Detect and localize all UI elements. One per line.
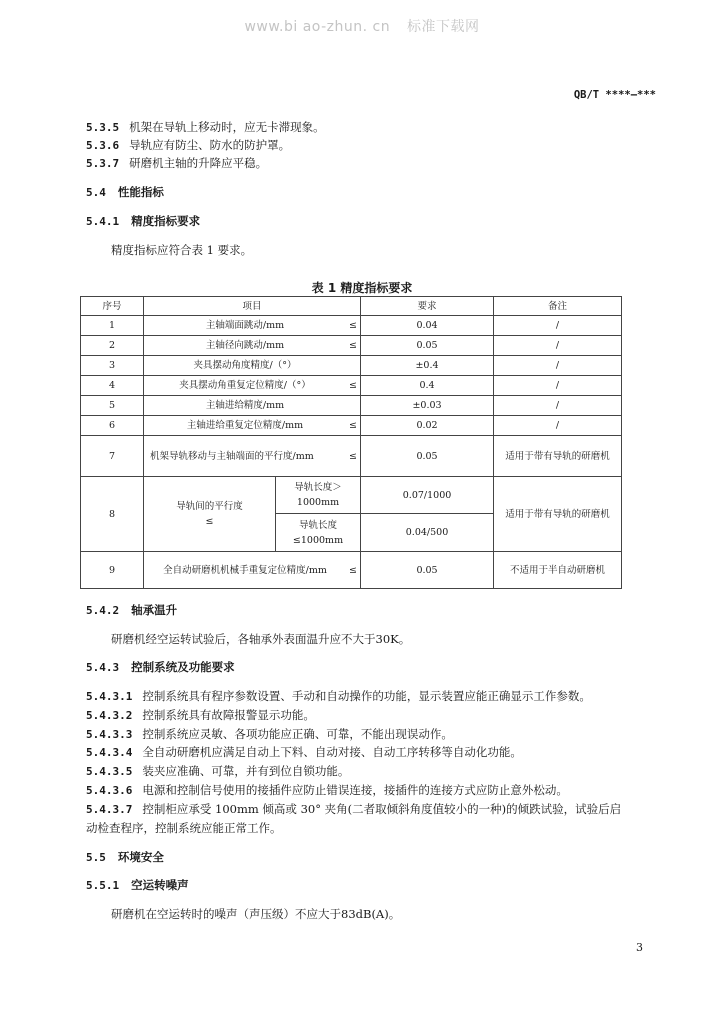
section-number: 5.4.3: [86, 661, 120, 674]
watermark-url: www.bi ao-zhun. cn: [244, 19, 391, 35]
cell-note: /: [494, 416, 622, 436]
table-row: [81, 396, 622, 416]
header-requirement: 要求: [361, 297, 494, 316]
table-row: [81, 436, 622, 477]
clause-number: 5.4.3.7: [86, 803, 133, 816]
cell-item: [144, 436, 361, 477]
precision-table: [80, 296, 622, 589]
cell-note: /: [494, 376, 622, 396]
clause-text: 全自动研磨机应满足自动上下料、自动对接、自动工序转移等自动化功能。: [142, 745, 522, 759]
leq-symbol: ≤: [349, 380, 358, 391]
page-number: 3: [636, 941, 643, 954]
item-label: 主轴径向跳动/mm: [205, 340, 285, 351]
section-title: 精度指标要求: [131, 214, 201, 228]
section-number: 5.4.1: [86, 215, 120, 228]
table-row: [81, 376, 622, 396]
cell-no: 4: [81, 376, 144, 396]
table-row: [81, 316, 622, 336]
clause-text: 装夹应准确、可靠，并有到位自锁功能。: [142, 764, 350, 778]
section-5-5-heading: [86, 850, 164, 865]
cell-item: [144, 477, 276, 552]
table-row: [81, 356, 622, 376]
section-5-5-1-heading: [86, 878, 189, 893]
clause-number: 5.4.3.3: [86, 728, 133, 741]
clause-text: 控制系统具有程序参数设置、手动和自动操作的功能，显示装置应能正确显示工作参数。: [142, 689, 591, 703]
cell-item: [144, 336, 361, 356]
table-caption: 表 1 精度指标要求: [311, 281, 413, 295]
table-row: [81, 552, 622, 589]
cell-no: 1: [81, 316, 144, 336]
header-no: 序号: [81, 297, 144, 316]
header-note: 备注: [494, 297, 622, 316]
item-label: 全自动研磨机机械手重复定位精度/mm: [163, 564, 327, 576]
cell-no: 3: [81, 356, 144, 376]
leq-symbol: ≤: [349, 340, 358, 351]
leq-symbol: ≤: [205, 516, 214, 527]
cell-requirement: 0.05: [361, 436, 494, 477]
clause-text: 控制系统应灵敏、各项功能应正确、可靠，不能出现误动作。: [142, 727, 453, 741]
watermark: [0, 16, 724, 36]
header-item: 项目: [144, 297, 361, 316]
section-5-4-1-heading: [86, 214, 200, 229]
clause-text: 导轨应有防尘、防水的防护罩。: [129, 138, 291, 152]
cell-requirement: 0.05: [361, 552, 494, 589]
cell-requirement: 0.04/500: [361, 514, 494, 552]
cell-item: [144, 396, 361, 416]
clause-5-4-3-7-continuation: 动检查程序，控制系统应能正常工作。: [86, 821, 282, 835]
section-title: 环境安全: [117, 850, 164, 864]
cell-note: /: [494, 336, 622, 356]
clause-text: 控制系统具有故障报警显示功能。: [142, 708, 315, 722]
cell-no: 6: [81, 416, 144, 436]
leq-symbol: ≤: [349, 450, 358, 462]
section-title: 空运转噪声: [131, 878, 189, 892]
clause-5-3-6: [86, 138, 290, 153]
section-number: 5.5: [86, 851, 106, 864]
clause-text: 控制柜应承受 100mm 倾高或 30° 夹角(二者取倾斜角度值较小的一种)的倾跌试验，试验后启: [142, 802, 622, 816]
clause-5-3-5: [86, 120, 325, 135]
item-label: 机架导轨移动与主轴端面的平行度/mm: [150, 450, 314, 462]
clause-text: 电源和控制信号使用的接插件应防止错误连接，接插件的连接方式应防止意外松动。: [142, 783, 568, 797]
cell-note: /: [494, 356, 622, 376]
clause-number: 5.4.3.5: [86, 765, 133, 778]
clause-number: 5.3.6: [86, 139, 120, 152]
cell-no: 8: [81, 477, 144, 552]
clause-number: 5.3.7: [86, 157, 120, 170]
section-5-4-3-heading: [86, 660, 235, 675]
paragraph-5-4-2: 研磨机经空运转试验后，各轴承外表面温升应不大于30K。: [111, 632, 411, 646]
cell-requirement: 0.04: [361, 316, 494, 336]
cell-requirement: 0.02: [361, 416, 494, 436]
doc-number: QB/T ****—***: [573, 89, 656, 101]
cell-requirement: ±0.4: [361, 356, 494, 376]
section-number: 5.5.1: [86, 879, 120, 892]
cell-requirement: 0.07/1000: [361, 477, 494, 514]
clause-5-4-3-1: [86, 689, 591, 704]
table-row: [81, 477, 622, 514]
cell-item: [144, 316, 361, 336]
cell-sub-condition: 导轨长度≤1000mm: [276, 514, 361, 552]
clause-number: 5.4.3.1: [86, 690, 133, 703]
section-5-4-heading: [86, 185, 164, 200]
cell-item: [144, 552, 361, 589]
cell-item: [144, 376, 361, 396]
item-label: 夹具摆动角重复定位精度/（°）: [179, 380, 311, 391]
item-label: 导轨间的平行度: [176, 501, 243, 512]
paragraph-5-5-1: 研磨机在空运转时的噪声（声压级）不应大于83dB(A)。: [111, 907, 401, 921]
section-5-4-2-heading: [86, 603, 177, 618]
clause-5-4-3-3: [86, 727, 453, 742]
section-title: 轴承温升: [131, 603, 178, 617]
cell-sub-condition: 导轨长度＞1000mm: [276, 477, 361, 514]
watermark-name: 标准下载网: [407, 19, 480, 35]
section-number: 5.4.2: [86, 604, 120, 617]
clause-text: 机架在导轨上移动时，应无卡滞现象。: [129, 120, 325, 134]
cell-item: [144, 356, 361, 376]
clause-5-4-3-6: [86, 783, 568, 798]
item-label: 主轴进给精度/mm: [205, 400, 285, 411]
clause-text: 研磨机主轴的升降应平稳。: [129, 156, 268, 170]
leq-symbol: ≤: [349, 564, 358, 576]
clause-5-3-7: [86, 156, 267, 171]
cell-note: 适用于带有导轨的研磨机: [494, 436, 622, 477]
table-row: [81, 416, 622, 436]
clause-5-4-3-4: [86, 745, 522, 760]
section-number: 5.4: [86, 186, 106, 199]
cell-requirement: 0.4: [361, 376, 494, 396]
paragraph-5-4-1: 精度指标应符合表 1 要求。: [111, 243, 253, 257]
clause-5-4-3-7: [86, 802, 621, 817]
clause-number: 5.3.5: [86, 121, 120, 134]
cell-requirement: 0.05: [361, 336, 494, 356]
table-row: [81, 336, 622, 356]
cell-item: [144, 416, 361, 436]
item-label: 夹具摆动角度精度/（°）: [193, 360, 297, 371]
cell-no: 5: [81, 396, 144, 416]
section-title: 控制系统及功能要求: [131, 660, 235, 674]
cell-requirement: ±0.03: [361, 396, 494, 416]
leq-symbol: ≤: [349, 420, 358, 431]
leq-symbol: ≤: [349, 320, 358, 331]
cell-no: 7: [81, 436, 144, 477]
table-header-row: [81, 297, 622, 316]
item-label: 主轴端面跳动/mm: [205, 320, 285, 331]
section-title: 性能指标: [117, 185, 164, 199]
item-label: 主轴进给重复定位精度/mm: [186, 420, 304, 431]
clause-number: 5.4.3.4: [86, 746, 133, 759]
cell-no: 9: [81, 552, 144, 589]
clause-5-4-3-2: [86, 708, 315, 723]
cell-note: /: [494, 316, 622, 336]
clause-number: 5.4.3.6: [86, 784, 133, 797]
cell-note: /: [494, 396, 622, 416]
cell-note: 适用于带有导轨的研磨机: [494, 477, 622, 552]
cell-note: 不适用于半自动研磨机: [494, 552, 622, 589]
cell-no: 2: [81, 336, 144, 356]
clause-number: 5.4.3.2: [86, 709, 133, 722]
clause-5-4-3-5: [86, 764, 349, 779]
